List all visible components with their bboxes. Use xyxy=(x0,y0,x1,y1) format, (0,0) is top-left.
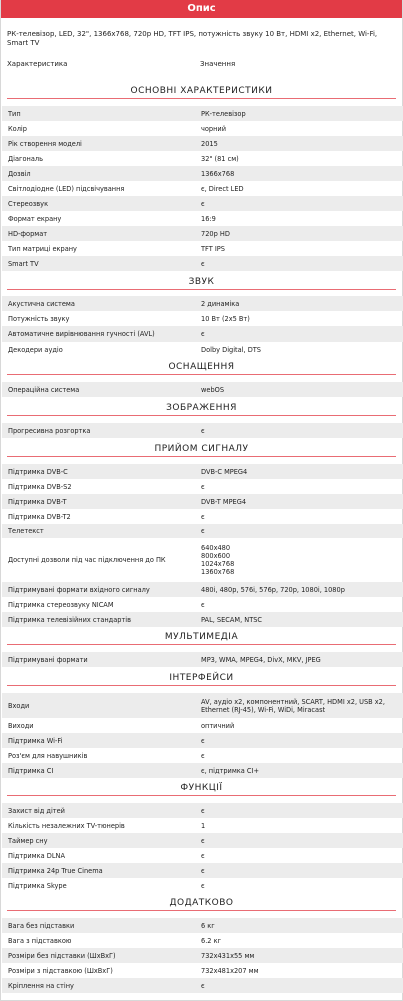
spec-key: Підтримка DVB-T xyxy=(8,497,67,506)
spec-row xyxy=(2,241,403,256)
spec-value: є xyxy=(201,512,205,521)
spec-row xyxy=(2,918,403,933)
section-header xyxy=(1,277,402,290)
spec-row xyxy=(2,833,403,848)
spec-row xyxy=(2,382,403,397)
spec-row xyxy=(2,423,403,438)
spec-key: Кількість незалежних TV-тюнерів xyxy=(8,821,125,830)
spec-row xyxy=(2,948,403,963)
section-title: МУЛЬТИМЕДІА xyxy=(164,632,239,642)
section-title: ОСНОВНІ ХАРАКТЕРИСТИКИ xyxy=(130,86,273,96)
spec-key: Підтримка Wi-Fi xyxy=(8,736,63,745)
spec-value: AV, аудіо x2, компонентний, SCART, HDMI x2, USB x2, Ethernet (RJ-45), Wi-Fi, WiDi, Miracast xyxy=(201,697,385,714)
spec-row xyxy=(2,121,403,136)
spec-key: HD-формат xyxy=(8,229,48,238)
section-divider xyxy=(7,289,396,290)
spec-value: є xyxy=(201,751,205,760)
spec-row xyxy=(2,509,403,524)
spec-row xyxy=(2,342,403,357)
spec-value: PAL, SECAM, NTSC xyxy=(201,615,263,624)
spec-value: 732x481x207 мм xyxy=(201,966,259,975)
section-title: ПРИЙОМ СИГНАЛУ xyxy=(154,444,249,454)
spec-key: Прогресивна розгортка xyxy=(8,426,91,435)
spec-row xyxy=(2,612,403,627)
section-title: ОСНАЩЕННЯ xyxy=(168,362,235,372)
spec-key: Підтримка DVB-S2 xyxy=(8,482,72,491)
spec-row xyxy=(2,151,403,166)
spec-value: є, Direct LED xyxy=(201,184,244,193)
spec-row xyxy=(2,818,403,833)
spec-row xyxy=(2,733,403,748)
spec-key: Підтримка DLNA xyxy=(8,851,65,860)
spec-key: Кріплення на стіну xyxy=(8,981,74,990)
column-header-key: Характеристика xyxy=(7,60,68,68)
spec-row xyxy=(2,933,403,948)
spec-key: Акустична система xyxy=(8,299,75,308)
spec-value: є xyxy=(201,527,205,535)
spec-value: є, підтримка CI+ xyxy=(201,766,259,775)
spec-key: Підтримка DVB-C xyxy=(8,467,68,476)
spec-row xyxy=(2,494,403,509)
spec-key: Розміри без підставки (ШхВхГ) xyxy=(8,951,116,960)
spec-row xyxy=(2,803,403,818)
spec-value: 720p HD xyxy=(201,229,230,238)
section-header xyxy=(1,86,402,99)
spec-value: РК-телевізор xyxy=(201,109,246,118)
spec-key: Тип xyxy=(8,109,21,118)
spec-key: Доступні дозволи під час підключення до ПК xyxy=(8,556,166,564)
spec-value: 480i, 480p, 576i, 576p, 720p, 1080i, 1080p xyxy=(201,585,345,594)
spec-value: є xyxy=(201,836,205,845)
spec-value: 2 динаміка xyxy=(201,299,240,308)
spec-row xyxy=(2,136,403,151)
spec-value: є xyxy=(201,482,205,491)
spec-value: 10 Вт (2x5 Вт) xyxy=(201,314,250,323)
spec-row xyxy=(2,256,403,271)
spec-key: Вага без підставки xyxy=(8,921,75,930)
spec-value: MP3, WMA, MPEG4, DivX, MKV, JPEG xyxy=(201,655,321,664)
section-header xyxy=(1,403,402,416)
section-divider xyxy=(7,456,396,457)
spec-value: 1 xyxy=(201,821,206,830)
spec-value: є xyxy=(201,981,205,990)
spec-key: Підтримувані формати xyxy=(8,655,88,664)
spec-key: Стереозвук xyxy=(8,199,49,208)
spec-key: Телетекст xyxy=(8,527,44,535)
spec-key: Світлодіодне (LED) підсвічування xyxy=(8,184,125,193)
spec-key: Підтримувані формати вхідного сигналу xyxy=(8,585,150,594)
section-title: ЗВУК xyxy=(188,277,215,287)
spec-value: webOS xyxy=(201,385,225,394)
spec-row xyxy=(2,524,403,538)
section-header xyxy=(1,783,402,796)
spec-key: Таймер сну xyxy=(8,836,48,845)
spec-key: Декодери аудіо xyxy=(8,345,63,354)
spec-row xyxy=(2,211,403,226)
spec-key: Потужність звуку xyxy=(8,314,70,323)
spec-row xyxy=(2,538,403,582)
spec-row xyxy=(2,106,403,121)
spec-key: Підтримка телевізійних стандартів xyxy=(8,615,132,624)
spec-key: Захист від дітей xyxy=(8,806,65,815)
section-header xyxy=(1,362,402,375)
spec-row xyxy=(2,597,403,612)
spec-row xyxy=(2,693,403,718)
spec-key: Дозвіл xyxy=(8,169,31,178)
product-summary: РК-телевізор, LED, 32", 1366x768, 720p HD, TFT IPS, потужність звуку 10 Вт, HDMI x2, Ethernet, Wi-Fi, Smart TV xyxy=(7,30,378,47)
spec-key: Підтримка CI xyxy=(8,766,54,775)
spec-value: є xyxy=(201,736,205,745)
spec-value: є xyxy=(201,259,205,268)
spec-row xyxy=(2,718,403,733)
spec-value: є xyxy=(201,881,205,890)
section-title: ДОДАТКОВО xyxy=(169,898,234,908)
section-title: ФУНКЦІЇ xyxy=(180,783,223,793)
spec-key: Розміри з підставкою (ШхВхГ) xyxy=(8,966,113,975)
section-title: ЗОБРАЖЕННЯ xyxy=(166,403,237,413)
section-divider xyxy=(7,415,396,416)
header-title: Опис xyxy=(187,3,216,14)
spec-value: DVB-T MPEG4 xyxy=(201,497,247,506)
spec-row xyxy=(2,978,403,993)
spec-row xyxy=(2,479,403,494)
spec-value: DVB-C MPEG4 xyxy=(201,467,248,476)
spec-value: є xyxy=(201,199,205,208)
spec-row xyxy=(2,196,403,211)
section-header xyxy=(1,444,402,457)
spec-row xyxy=(2,763,403,778)
section-divider xyxy=(7,910,396,911)
spec-key: Smart TV xyxy=(8,259,39,268)
spec-value: 16:9 xyxy=(201,214,216,223)
spec-value: 732x431x55 мм xyxy=(201,951,255,960)
spec-key: Підтримка стереозвуку NICAM xyxy=(8,600,114,609)
spec-key: Автоматичне вирівнювання гучності (AVL) xyxy=(8,330,155,338)
spec-key: Тип матриці екрану xyxy=(8,244,77,253)
spec-key: Виходи xyxy=(8,721,34,730)
spec-row xyxy=(2,878,403,893)
spec-row xyxy=(2,863,403,878)
spec-key: Підтримка Skype xyxy=(8,881,67,890)
spec-row xyxy=(2,311,403,326)
spec-row xyxy=(2,326,403,342)
spec-value: Dolby Digital, DTS xyxy=(201,345,261,354)
description-header xyxy=(1,0,402,18)
section-header xyxy=(1,898,402,911)
spec-row xyxy=(2,582,403,597)
section-title: ІНТЕРФЕЙСИ xyxy=(169,673,234,683)
spec-value: є xyxy=(201,426,205,435)
spec-value: 6 кг xyxy=(201,921,215,930)
spec-row xyxy=(2,464,403,479)
spec-key: Підтримка 24p True Cinema xyxy=(8,866,103,875)
section-divider xyxy=(7,374,396,375)
spec-row xyxy=(2,652,403,667)
spec-value: 1366x768 xyxy=(201,169,235,178)
spec-row xyxy=(2,848,403,863)
spec-key: Формат екрану xyxy=(8,214,62,223)
spec-key: Роз'єм для навушників xyxy=(8,751,88,760)
spec-key: Входи xyxy=(8,701,30,710)
section-divider xyxy=(7,685,396,686)
spec-key: Рік створення моделі xyxy=(8,139,82,148)
spec-value: є xyxy=(201,806,205,815)
spec-row xyxy=(2,296,403,311)
spec-row xyxy=(2,181,403,196)
section-divider xyxy=(7,795,396,796)
spec-value: чорний xyxy=(201,124,226,133)
section-header xyxy=(1,673,402,686)
spec-key: Підтримка DVB-T2 xyxy=(8,512,71,521)
spec-value: є xyxy=(201,866,205,875)
spec-value: 2015 xyxy=(201,139,218,148)
column-headers xyxy=(1,59,402,69)
spec-row xyxy=(2,166,403,181)
spec-value: є xyxy=(201,851,205,860)
spec-value: 32" (81 см) xyxy=(201,154,239,163)
spec-row xyxy=(2,226,403,241)
spec-key: Колір xyxy=(8,124,27,133)
spec-value: 640x480 800x600 1024x768 1360x768 xyxy=(201,544,235,576)
column-header-value: Значення xyxy=(200,60,236,68)
section-header xyxy=(1,632,402,645)
spec-value: є xyxy=(201,330,205,338)
spec-key: Діагональ xyxy=(8,154,43,163)
section-divider xyxy=(7,98,396,99)
spec-key: Вага з підставкою xyxy=(8,936,72,945)
spec-key: Операційна система xyxy=(8,385,80,394)
spec-value: TFT IPS xyxy=(201,244,225,253)
spec-value: є xyxy=(201,600,205,609)
spec-row xyxy=(2,748,403,763)
section-divider xyxy=(7,644,396,645)
spec-value: 6.2 кг xyxy=(201,936,222,945)
spec-row xyxy=(2,963,403,978)
spec-value: оптичний xyxy=(201,721,235,730)
